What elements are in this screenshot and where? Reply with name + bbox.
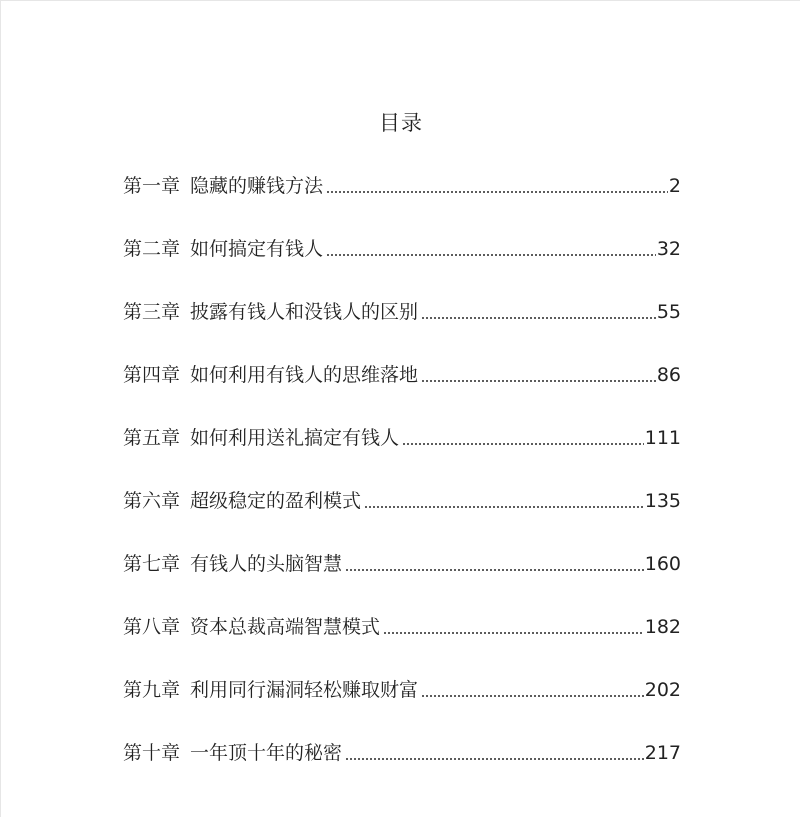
page-number: 135: [644, 490, 681, 512]
toc-entry[interactable]: [123, 675, 681, 705]
chapter-title: 一年顶十年的秘密: [190, 742, 343, 764]
toc-entry[interactable]: [123, 360, 681, 390]
dot-leader: [326, 191, 668, 193]
chapter-number: 第九章: [123, 679, 181, 701]
dot-leader: [326, 254, 656, 256]
chapter-title: 隐藏的赚钱方法: [190, 175, 324, 197]
dot-leader: [421, 317, 656, 319]
page-number: 160: [644, 553, 681, 575]
toc-entry[interactable]: [123, 549, 681, 579]
toc-entry[interactable]: [123, 234, 681, 264]
chapter-title: 利用同行漏洞轻松赚取财富: [190, 679, 419, 701]
page-number: 32: [656, 238, 681, 260]
page-number: 202: [644, 679, 681, 701]
chapter-number: 第八章: [123, 616, 181, 638]
toc-entry[interactable]: [123, 738, 681, 768]
dot-leader: [364, 506, 644, 508]
chapter-number: 第七章: [123, 553, 181, 575]
page-number: 182: [644, 616, 681, 638]
chapter-title: 超级稳定的盈利模式: [190, 490, 362, 512]
toc-title: 目录: [379, 111, 423, 135]
page-number: 111: [644, 427, 681, 449]
toc-entry[interactable]: [123, 297, 681, 327]
toc-entry[interactable]: [123, 612, 681, 642]
page-number: 86: [656, 364, 681, 386]
dot-leader: [345, 758, 644, 760]
dot-leader: [421, 695, 644, 697]
toc-entry[interactable]: [123, 171, 681, 201]
page-number: 2: [668, 175, 681, 197]
chapter-number: 第一章: [123, 175, 181, 197]
toc-entry[interactable]: [123, 486, 681, 516]
dot-leader: [383, 632, 644, 634]
chapter-number: 第十章: [123, 742, 181, 764]
page-number: 217: [644, 742, 681, 764]
chapter-number: 第四章: [123, 364, 181, 386]
toc-entry[interactable]: [123, 423, 681, 453]
dot-leader: [345, 569, 644, 571]
chapter-title: 资本总裁高端智慧模式: [190, 616, 381, 638]
chapter-title: 如何利用有钱人的思维落地: [190, 364, 419, 386]
dot-leader: [421, 380, 656, 382]
chapter-number: 第二章: [123, 238, 181, 260]
chapter-title: 披露有钱人和没钱人的区别: [190, 301, 419, 323]
page-number: 55: [656, 301, 681, 323]
dot-leader: [402, 443, 644, 445]
chapter-number: 第三章: [123, 301, 181, 323]
chapter-number: 第六章: [123, 490, 181, 512]
chapter-title: 有钱人的头脑智慧: [190, 553, 343, 575]
chapter-number: 第五章: [123, 427, 181, 449]
chapter-title: 如何搞定有钱人: [190, 238, 324, 260]
chapter-title: 如何利用送礼搞定有钱人: [190, 427, 400, 449]
